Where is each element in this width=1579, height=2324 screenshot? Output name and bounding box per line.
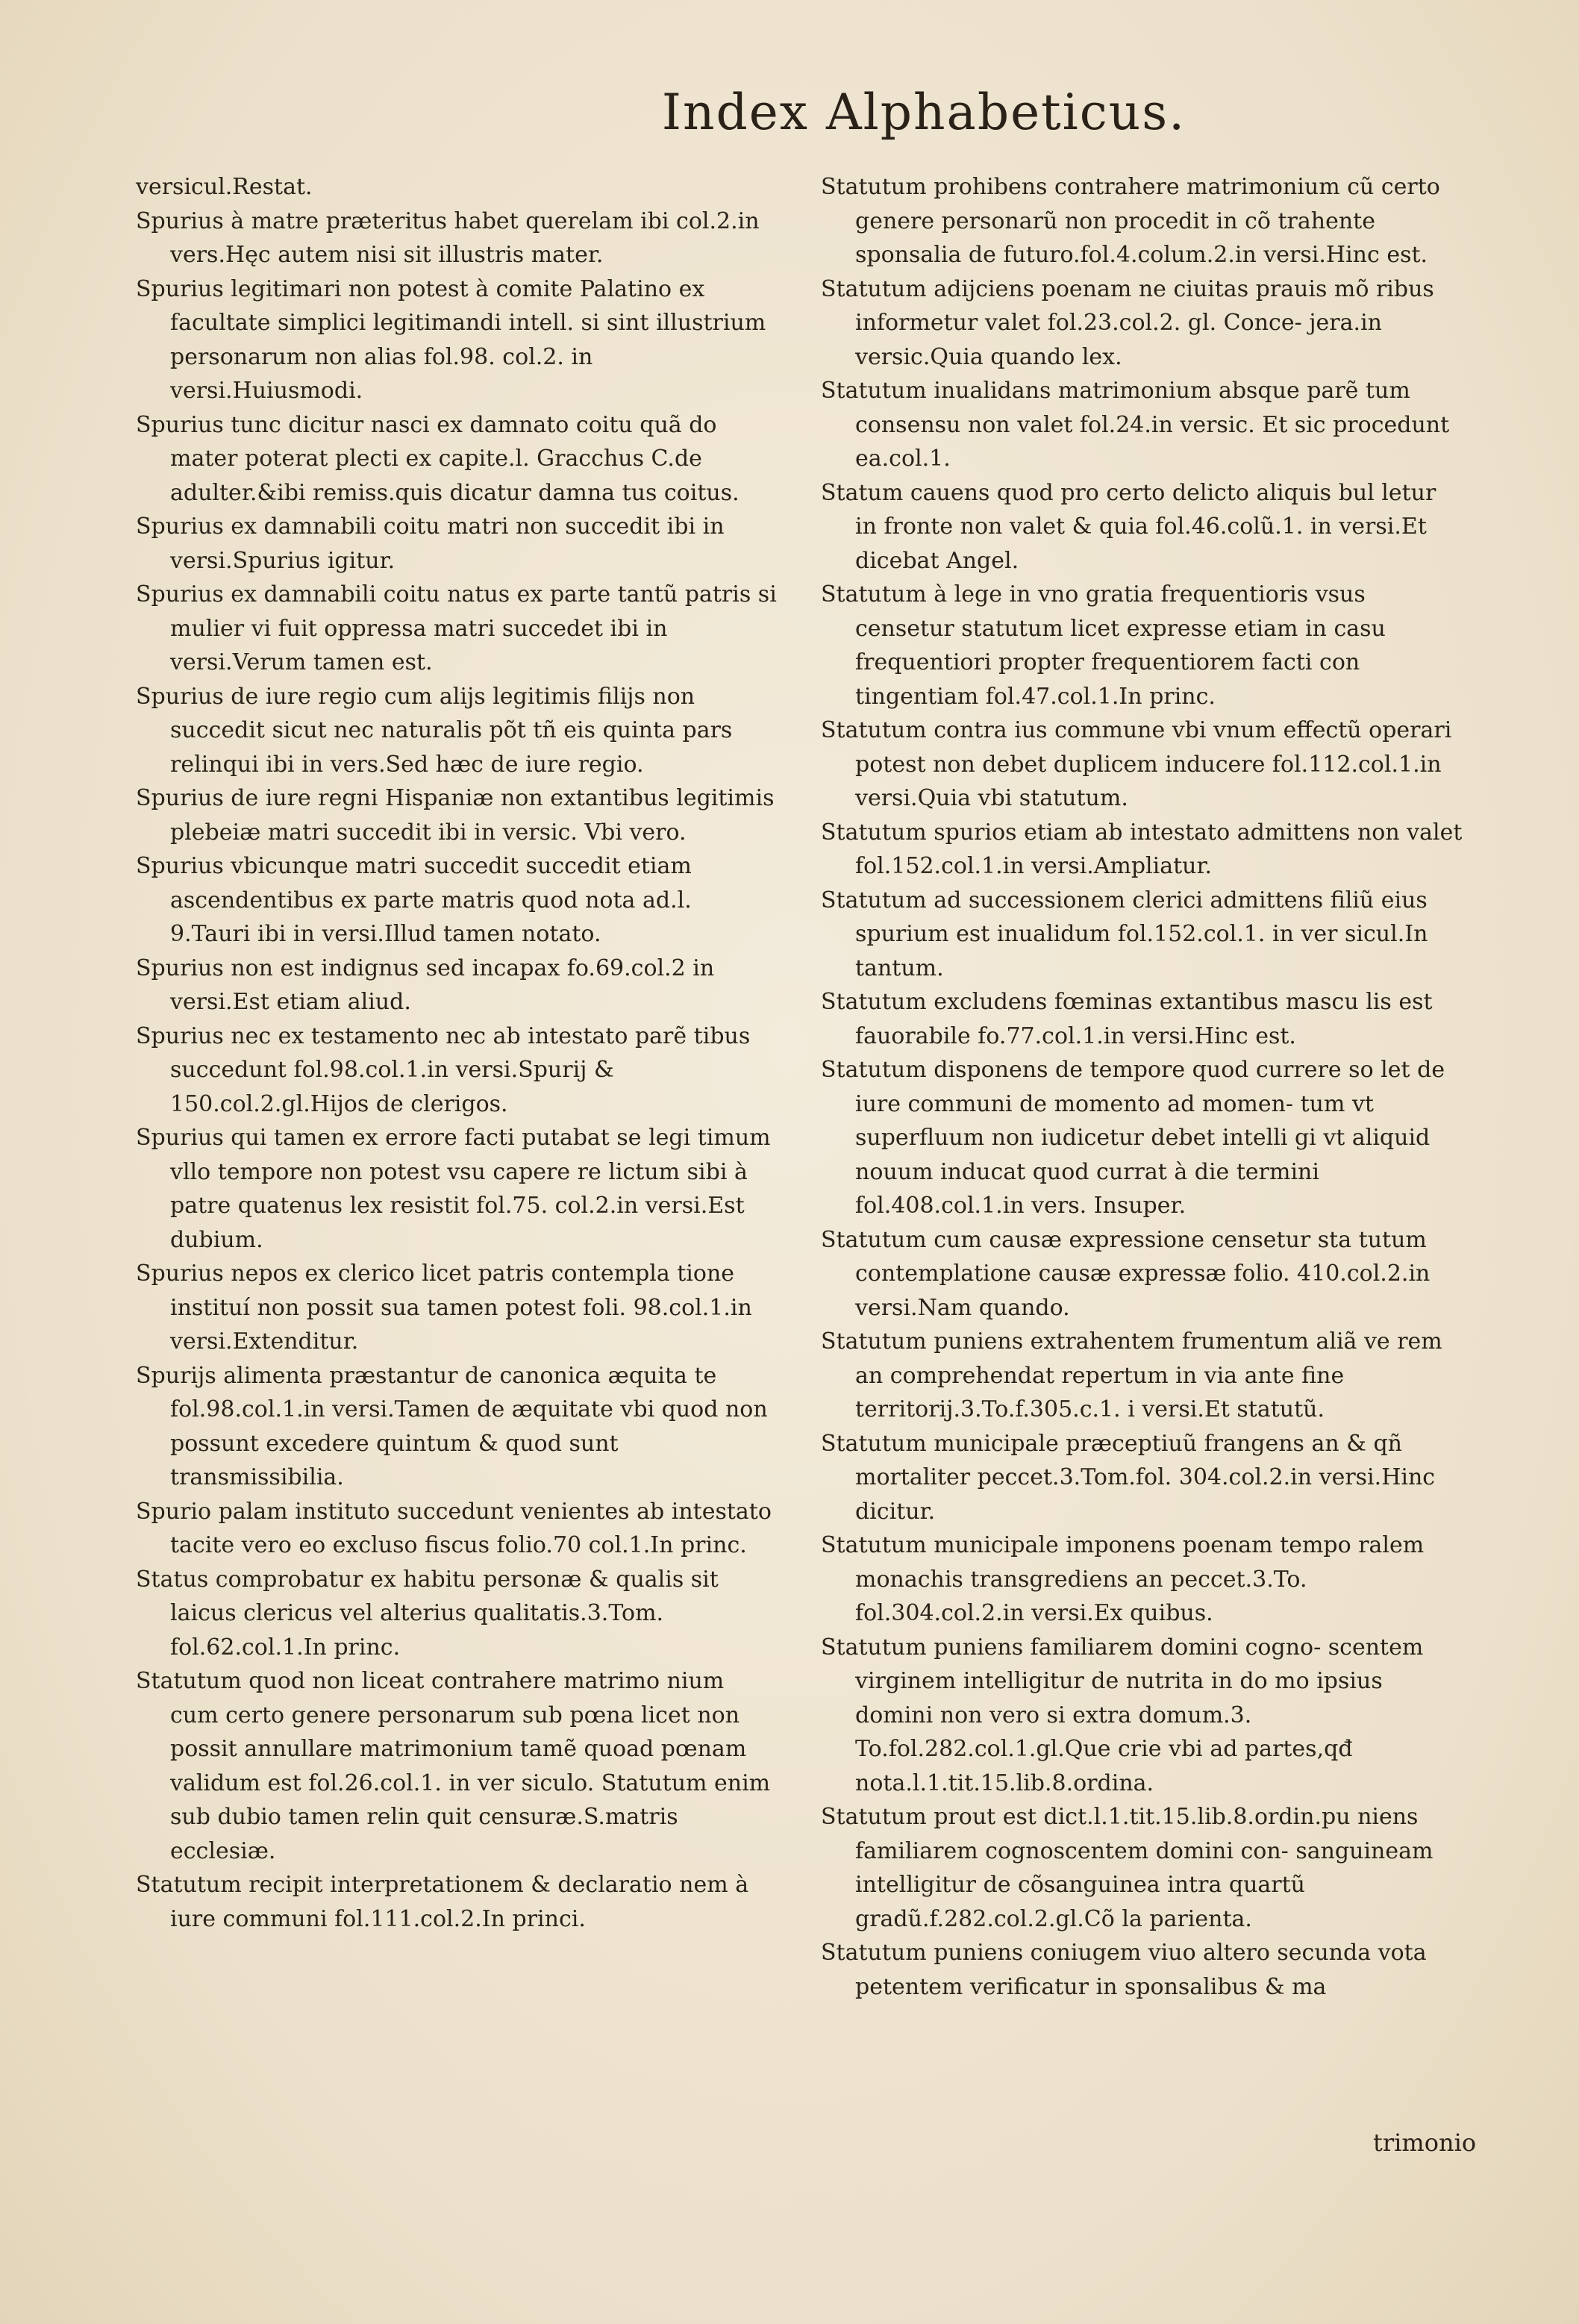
index-entry: Statutum ad successionem clerici admittens filiũ eius spurium est inualidum fol.152.col.1. in ver sicul.In tantum. bbox=[821, 887, 1428, 981]
index-entry: Statutum contra ius commune vbi vnum effectũ operari potest non debet duplicem inducere fol.112.col.1.in versi.Quia vbi statutum. bbox=[821, 717, 1452, 811]
index-entry: Statutum disponens de tempore quod currere so let de iure communi de momento ad momen- tum vt superfluum non iudicetur debet intelli gi vt aliquid nouum inducat quod currat à die termini fol.408.col.1.in vers. Insuper. bbox=[821, 1057, 1445, 1219]
index-entry: Spurius de iure regni Hispaniæ non extantibus legitimis plebeiæ matri succedit ibi in versic. Vbi vero. bbox=[136, 785, 775, 846]
index-entry: Spurio palam instituto succedunt venientes ab intestato tacite vero eo excluso fiscus folio.70 col.1.In princ. bbox=[136, 1498, 772, 1558]
index-entry: Statutum spurios etiam ab intestato admittens non valet fol.152.col.1.in versi.Ampliatur. bbox=[821, 819, 1463, 879]
index-entry: Spurius tunc dicitur nasci ex damnato coitu quã do mater poterat plecti ex capite.l. Gracchus C.de adulter.&ibi remiss.quis dicatur damna tus coitus. bbox=[136, 411, 740, 506]
index-entry: Statutum quod non liceat contrahere matrimo nium cum certo genere personarum sub pœna licet non possit annullare matrimonium tamẽ quoad pœnam validum est fol.26.col.1. in ver siculo. Statutum enim sub dubio tamen relin quit censuræ.S.matris ecclesiæ. bbox=[136, 1668, 771, 1864]
right-column bbox=[821, 170, 1463, 2004]
index-entry: Spurius qui tamen ex errore facti putabat se legi timum vllo tempore non potest vsu capere re lictum sibi à patre quatenus lex resistit fol.75. col.2.in versi.Est dubium. bbox=[136, 1125, 771, 1253]
index-entry: Statutum excludens fœminas extantibus mascu lis est fauorabile fo.77.col.1.in versi.Hinc est. bbox=[821, 989, 1433, 1049]
index-entry: Statutum inualidans matrimonium absque parẽ tum consensu non valet fol.24.in versic. Et sic procedunt ea.col.1. bbox=[821, 378, 1450, 472]
index-entry: Spurius vbicunque matri succedit succedit etiam ascendentibus ex parte matris quod nota ad.l. 9.Tauri ibi in versi.Illud tamen notato. bbox=[136, 853, 692, 947]
index-entry: Spurius ex damnabili coitu natus ex parte tantũ patris si mulier vi fuit oppressa matri succedet ibi in versi.Verum tamen est. bbox=[136, 581, 777, 675]
index-entry: Spurius nec ex testamento nec ab intestato parẽ tibus succedunt fol.98.col.1.in versi.Spurij & 150.col.2.gl.Hijos de clerigos. bbox=[136, 1022, 751, 1117]
index-entry: Statutum cum causæ expressione censetur sta tutum contemplatione causæ expressæ folio. 410.col.2.in versi.Nam quando. bbox=[821, 1226, 1431, 1321]
index-entry: Statutum à lege in vno gratia frequentioris vsus censetur statutum licet expresse etiam in casu frequentiori propter frequentiorem facti con tingentiam fol.47.col.1.In princ. bbox=[821, 581, 1386, 710]
index-entry: Spurius non est indignus sed incapax fo.69.col.2 in versi.Est etiam aliud. bbox=[136, 955, 715, 1015]
index-entry: Statutum puniens coniugem viuo altero secunda vota petentem verificatur in sponsalibus & ma bbox=[821, 1940, 1427, 2000]
index-entry: Spurius legitimari non potest à comite Palatino ex facultate simplici legitimandi intell. si sint illustrium personarum non alias fol.98. col.2. in versi.Huiusmodi. bbox=[136, 275, 766, 404]
index-entry: Statutum prout est dict.l.1.tit.15.lib.8.ordin.pu niens familiarem cognoscentem domini con- sanguineam intelligitur de cõsanguinea intra quartũ gradũ.f.282.col.2.gl.Cõ la parienta. bbox=[821, 1804, 1433, 1932]
index-entry: Statutum municipale imponens poenam tempo ralem monachis transgrediens an peccet.3.To. fol.304.col.2.in versi.Ex quibus. bbox=[821, 1532, 1425, 1626]
index-entry: Statutum prohibens contrahere matrimonium cũ certo genere personarũ non procedit in cõ trahente sponsalia de futuro.fol.4.colum.2.in versi.Hinc est. bbox=[821, 174, 1440, 268]
index-entry: Statutum puniens familiarem domini cogno- scentem virginem intelligitur de nutrita in do mo ipsius domini non vero si extra domum.3. To.fol.282.col.1.gl.Que crie vbi ad partes,qđ nota.l.1.tit.15.lib.8.ordina. bbox=[821, 1634, 1424, 1796]
page-title: Index Alphabeticus. bbox=[661, 84, 1186, 141]
index-entry: Spurius de iure regio cum alijs legitimis filijs non succedit sicut nec naturalis põt tñ eis quinta pars relinqui ibi in vers.Sed hæc de iure regio. bbox=[136, 683, 733, 778]
index-entry: Spurijs alimenta præstantur de canonica æquita te fol.98.col.1.in versi.Tamen de æquitate vbi quod non possunt excedere quintum & quod sunt transmissibilia. bbox=[136, 1362, 768, 1490]
index-entry: Statutum adijciens poenam ne ciuitas prauis mõ ribus informetur valet fol.23.col.2. gl. Conce- jera.in versic.Quia quando lex. bbox=[821, 275, 1434, 370]
index-entry: versicul.Restat. bbox=[136, 174, 313, 200]
index-entry: Statum cauens quod pro certo delicto aliquis bul letur in fronte non valet & quia fol.46.colũ.1. in versi.Et dicebat Angel. bbox=[821, 479, 1436, 574]
index-entry: Spurius à matre præteritus habet querelam ibi col.2.in vers.Hęc autem nisi sit illustris mater. bbox=[136, 207, 760, 268]
index-entry: Statutum puniens extrahentem frumentum aliã ve rem an comprehendat repertum in via ante fine territorij.3.To.f.305.c.1. i versi.Et statutũ. bbox=[821, 1328, 1442, 1422]
index-entry: Statutum municipale præceptiuũ frangens an & qñ mortaliter peccet.3.Tom.fol. 304.col.2.in versi.Hinc dicitur. bbox=[821, 1430, 1436, 1525]
index-entry: Statutum recipit interpretationem & declaratio nem à iure communi fol.111.col.2.In princi. bbox=[136, 1872, 749, 1932]
index-entry: Spurius ex damnabili coitu matri non succedit ibi in versi.Spurius igitur. bbox=[136, 513, 725, 574]
index-entry: Spurius nepos ex clerico licet patris contempla tione instituí non possit sua tamen potest foli. 98.col.1.in versi.Extenditur. bbox=[136, 1261, 752, 1355]
left-column bbox=[136, 170, 778, 1936]
index-entry: Status comprobatur ex habitu personæ & qualis sit laicus clericus vel alterius qualitatis.3.Tom. fol.62.col.1.In princ. bbox=[136, 1566, 719, 1661]
catchword: trimonio bbox=[1373, 2128, 1477, 2157]
